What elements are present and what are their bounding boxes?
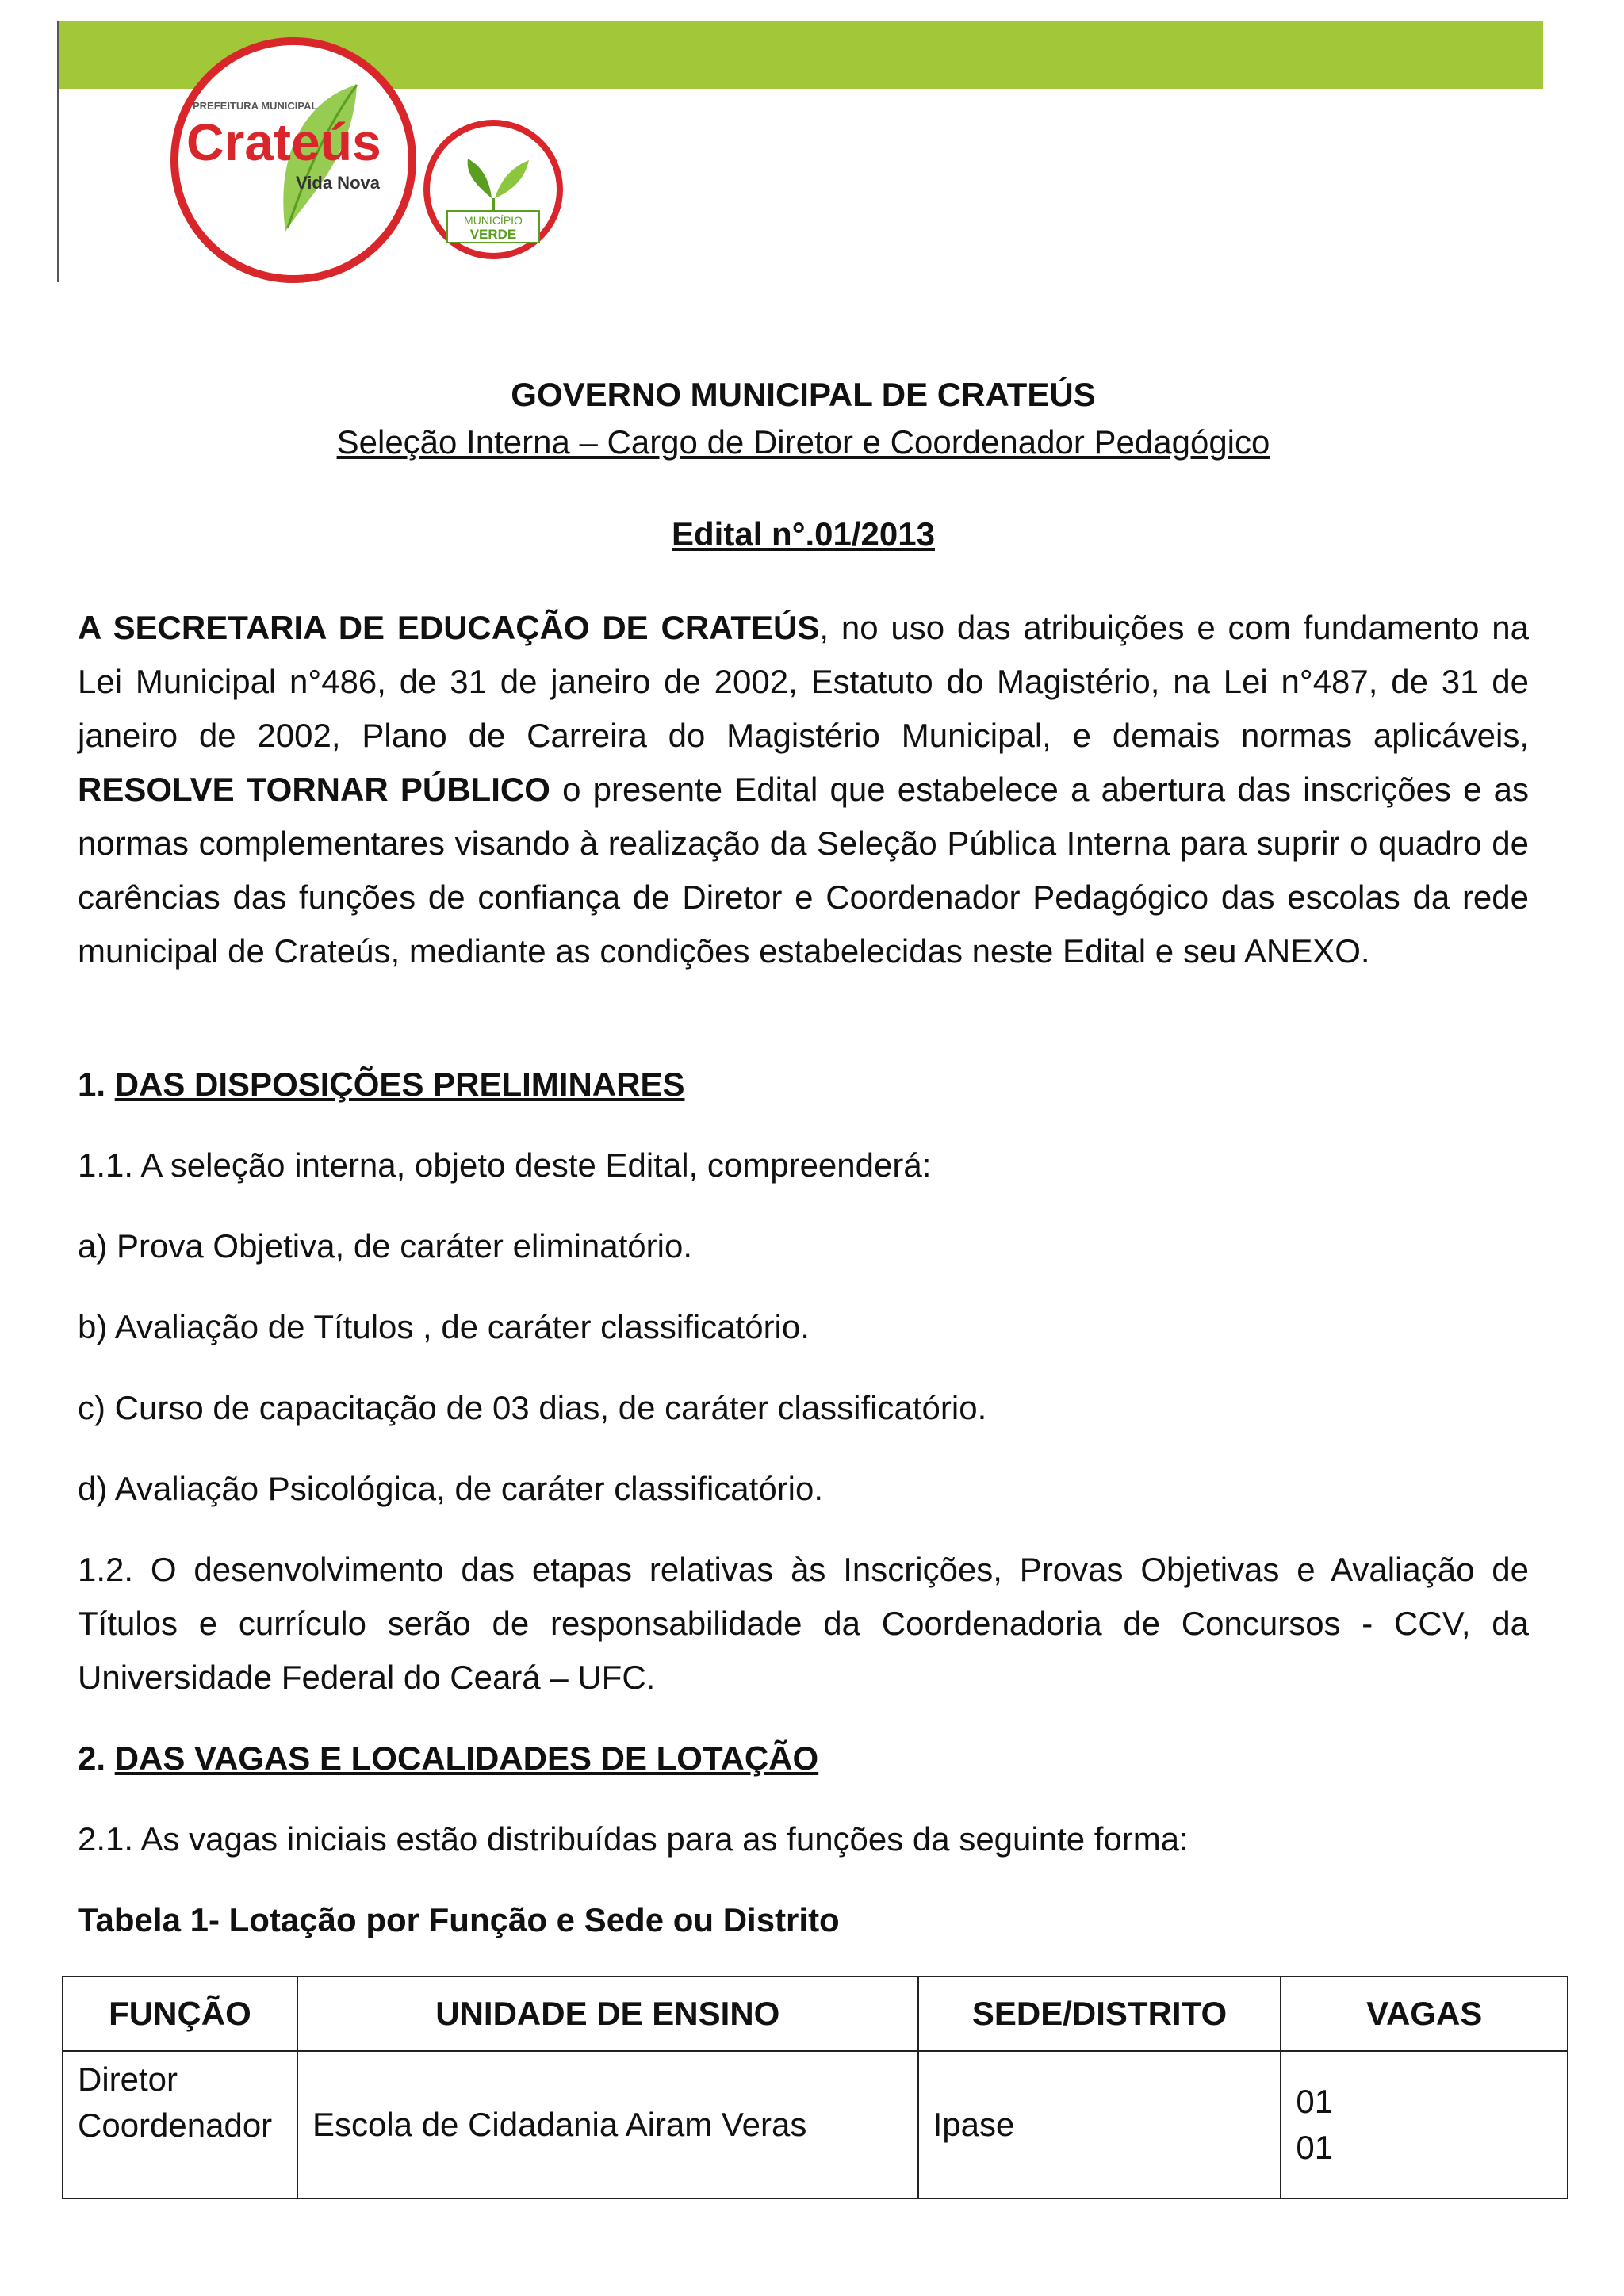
paragraph-1-2: 1.2. O desenvolvimento das etapas relativas às Inscrições, Provas Objetivas e Avaliação de Títulos e currículo serão de responsabilidade da Coordenadoria de Concursos - CCV, da Universidade Federal do Ceará – UFC.	[78, 1551, 1529, 1696]
intro-text-1: , no uso das atribuições e com fundamento na Lei Municipal n°486, de 31 de janeiro de 2002, Estatuto do Magistério, na Lei n°487, de 31 de janeiro de 2002, Plano de Carreira do Magistério Municipal, e demais normas aplicáveis,	[78, 609, 1529, 754]
funcao-diretor: Diretor	[78, 2061, 178, 2098]
list-item: c) Curso de capacitação de 03 dias, de caráter classificatório.	[78, 1389, 987, 1426]
section-2-heading	[78, 1732, 1529, 1785]
list-item: a) Prova Objetiva, de caráter eliminatório.	[78, 1227, 693, 1265]
paragraph-1-1: 1.1. A seleção interna, objeto deste Edital, compreenderá:	[78, 1146, 932, 1184]
municipio-verde-logo	[422, 111, 565, 268]
section-2-number: 2.	[78, 1739, 115, 1777]
edital-number: Edital n°.01/2013	[672, 515, 935, 553]
header-left-line	[57, 21, 59, 282]
logo-prefeitura-text: PREFEITURA MUNICIPAL	[193, 100, 318, 112]
header-sede: SEDE/DISTRITO	[918, 1976, 1281, 2051]
intro-resolve-bold: RESOLVE TORNAR PÚBLICO	[78, 771, 550, 808]
vagas-coordenador: 01	[1296, 2129, 1334, 2166]
vagas-diretor: 01	[1296, 2083, 1334, 2120]
cell-sede: Ipase	[918, 2051, 1281, 2198]
cell-funcao	[63, 2051, 297, 2198]
intro-lead-bold: A SECRETARIA DE EDUCAÇÃO DE CRATEÚS	[78, 609, 820, 646]
intro-paragraph	[78, 601, 1529, 978]
government-title: GOVERNO MUNICIPAL DE CRATEÚS	[511, 376, 1096, 413]
intro-text-2: o presente Edital que estabelece a abertura das inscrições e as normas complementares visando à realização da Seleção Pública Interna para suprir o quadro de carências das funções de confiança de Diretor e Coordenador Pedagógico das escolas da rede municipal de Crateús, mediante as condições estabelecidas neste Edital e seu ANEXO.	[78, 771, 1530, 970]
header-vagas: VAGAS	[1281, 1976, 1568, 2051]
header-funcao: FUNÇÃO	[63, 1976, 297, 2051]
logo-city-text: Crateús	[186, 113, 381, 171]
table-header-row	[63, 1976, 1568, 2051]
document-subtitle: Seleção Interna – Cargo de Diretor e Coordenador Pedagógico	[336, 423, 1270, 461]
cell-unidade: Escola de Cidadania Airam Veras	[297, 2051, 918, 2198]
cell-vagas	[1281, 2051, 1568, 2198]
section-1-number: 1.	[78, 1066, 115, 1103]
paragraph-2-1: 2.1. As vagas iniciais estão distribuídas para as funções da seguinte forma:	[78, 1820, 1189, 1858]
section-1-title: DAS DISPOSIÇÕES PRELIMINARES	[114, 1066, 685, 1103]
funcao-coordenador: Coordenador	[78, 2107, 273, 2144]
section-2-title: DAS VAGAS E LOCALIDADES DE LOTAÇÃO	[114, 1739, 819, 1777]
section-1-heading	[78, 1058, 1529, 1112]
list-item: d) Avaliação Psicológica, de caráter classificatório.	[78, 1470, 824, 1507]
crateus-logo	[155, 33, 432, 287]
logo-municipio-text: MUNICÍPIO	[464, 214, 523, 227]
table-caption: Tabela 1- Lotação por Função e Sede ou Distrito	[78, 1901, 840, 1938]
logo-verde-text: VERDE	[469, 227, 517, 242]
header-unidade: UNIDADE DE ENSINO	[297, 1976, 918, 2051]
logo-tagline-text: Vida Nova	[296, 173, 380, 193]
table-row	[63, 2051, 1568, 2198]
list-item: b) Avaliação de Títulos , de caráter classificatório.	[78, 1308, 810, 1345]
lotacao-table	[62, 1976, 1568, 2199]
